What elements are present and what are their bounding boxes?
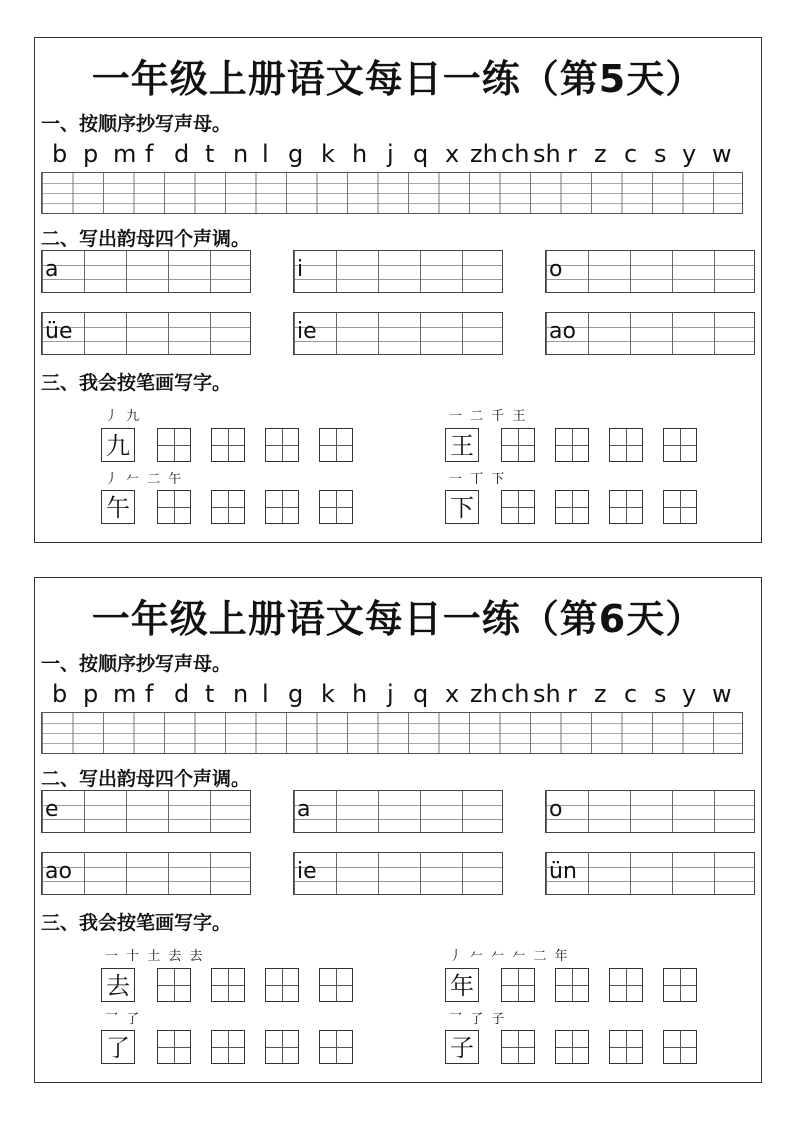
- model-character: 了: [101, 1030, 135, 1064]
- practice-box: [319, 490, 353, 524]
- practice-box: [157, 968, 191, 1002]
- practice-box: [211, 428, 245, 462]
- initial-letter: q: [413, 680, 429, 708]
- initial-letter: n: [233, 140, 249, 168]
- tone-grid: [293, 250, 503, 293]
- initial-letter: r: [567, 140, 577, 168]
- initial-letter: zh: [470, 140, 498, 168]
- stroke-order: 乛 了: [105, 1012, 142, 1027]
- four-line-grid: [41, 712, 743, 754]
- initial-letter: t: [205, 140, 215, 168]
- section-2-heading: 二、写出韵母四个声调。: [41, 768, 251, 790]
- tone-grid: [545, 790, 755, 833]
- initial-letter: l: [262, 140, 269, 168]
- final-label: o: [549, 797, 563, 822]
- stroke-order: 丿 九: [105, 409, 142, 424]
- initial-letter: t: [205, 680, 215, 708]
- initial-letter: j: [387, 140, 394, 168]
- stroke-order: 一 十 土 去 去: [105, 949, 205, 964]
- practice-box: [609, 968, 643, 1002]
- practice-box: [663, 490, 697, 524]
- section-2-heading: 二、写出韵母四个声调。: [41, 228, 251, 250]
- initial-letter: m: [113, 680, 137, 708]
- worksheet-day-6: [34, 577, 762, 1083]
- tone-grid: [293, 790, 503, 833]
- initial-letter: c: [624, 680, 638, 708]
- initial-letter: w: [712, 680, 732, 708]
- practice-box: [501, 1030, 535, 1064]
- stroke-order: 丿 𠂉 二 午: [105, 472, 184, 487]
- tone-grid: [545, 852, 755, 895]
- model-character: 王: [445, 428, 479, 462]
- practice-box: [211, 490, 245, 524]
- stroke-order: 一 丅 下: [449, 472, 507, 487]
- practice-box: [555, 1030, 589, 1064]
- practice-box: [555, 968, 589, 1002]
- practice-box: [609, 428, 643, 462]
- practice-box: [501, 968, 535, 1002]
- initial-letter: f: [145, 140, 154, 168]
- initial-letter: sh: [533, 680, 561, 708]
- initial-letter: h: [352, 680, 368, 708]
- final-label: i: [297, 257, 304, 282]
- practice-box: [555, 428, 589, 462]
- stroke-order: 丿 𠂉 𠂉 𠂉 二 年: [449, 949, 570, 964]
- final-label: ie: [297, 859, 317, 884]
- initial-letter: ch: [501, 140, 530, 168]
- initial-letter: r: [567, 680, 577, 708]
- practice-box: [663, 428, 697, 462]
- final-label: ie: [297, 319, 317, 344]
- initial-letter: j: [387, 680, 394, 708]
- practice-box: [157, 428, 191, 462]
- practice-box: [157, 1030, 191, 1064]
- final-label: ao: [549, 319, 576, 344]
- four-line-grid: [41, 172, 743, 214]
- practice-box: [157, 490, 191, 524]
- practice-box: [265, 1030, 299, 1064]
- initial-letter: h: [352, 140, 368, 168]
- section-1-heading: 一、按顺序抄写声母。: [41, 113, 232, 135]
- initial-letter: y: [682, 680, 697, 708]
- initial-letter: d: [174, 140, 190, 168]
- practice-box: [319, 968, 353, 1002]
- practice-box: [663, 968, 697, 1002]
- practice-box: [501, 428, 535, 462]
- tone-grid: [41, 312, 251, 355]
- initial-letter: b: [52, 140, 68, 168]
- initial-letter: b: [52, 680, 68, 708]
- initial-letter: c: [624, 140, 638, 168]
- initial-letter: p: [83, 680, 99, 708]
- initial-letter: z: [594, 140, 607, 168]
- tone-grid: [41, 790, 251, 833]
- initial-letter: zh: [470, 680, 498, 708]
- page-title: 一年级上册语文每日一练（第6天）: [91, 597, 705, 641]
- model-character: 九: [101, 428, 135, 462]
- model-character: 子: [445, 1030, 479, 1064]
- initials-row: [52, 140, 744, 172]
- initial-letter: z: [594, 680, 607, 708]
- practice-box: [501, 490, 535, 524]
- practice-box: [555, 490, 589, 524]
- final-label: ao: [45, 859, 72, 884]
- practice-box: [265, 490, 299, 524]
- initial-letter: w: [712, 140, 732, 168]
- tone-grid: [545, 312, 755, 355]
- worksheet-day-5: [34, 37, 762, 543]
- section-1-heading: 一、按顺序抄写声母。: [41, 653, 232, 675]
- practice-box: [265, 428, 299, 462]
- stroke-order: 乛 了 子: [449, 1012, 507, 1027]
- initial-letter: f: [145, 680, 154, 708]
- stroke-order: 一 二 千 王: [449, 409, 528, 424]
- tone-grid: [293, 852, 503, 895]
- initial-letter: l: [262, 680, 269, 708]
- initials-row: [52, 680, 744, 712]
- model-character: 午: [101, 490, 135, 524]
- practice-box: [211, 1030, 245, 1064]
- practice-box: [663, 1030, 697, 1064]
- practice-box: [211, 968, 245, 1002]
- tone-grid: [293, 312, 503, 355]
- model-character: 年: [445, 968, 479, 1002]
- practice-box: [319, 1030, 353, 1064]
- model-character: 下: [445, 490, 479, 524]
- final-label: a: [297, 797, 311, 822]
- section-3-heading: 三、我会按笔画写字。: [41, 372, 232, 394]
- practice-box: [265, 968, 299, 1002]
- initial-letter: y: [682, 140, 697, 168]
- initial-letter: n: [233, 680, 249, 708]
- initial-letter: s: [654, 680, 667, 708]
- initial-letter: k: [321, 680, 335, 708]
- final-label: a: [45, 257, 59, 282]
- initial-letter: k: [321, 140, 335, 168]
- practice-box: [319, 428, 353, 462]
- initial-letter: p: [83, 140, 99, 168]
- initial-letter: s: [654, 140, 667, 168]
- final-label: o: [549, 257, 563, 282]
- tone-grid: [545, 250, 755, 293]
- initial-letter: x: [445, 680, 460, 708]
- initial-letter: x: [445, 140, 460, 168]
- initial-letter: ch: [501, 680, 530, 708]
- tone-grid: [41, 250, 251, 293]
- section-3-heading: 三、我会按笔画写字。: [41, 912, 232, 934]
- model-character: 去: [101, 968, 135, 1002]
- initial-letter: g: [288, 140, 304, 168]
- final-label: üe: [45, 319, 73, 344]
- tone-grid: [41, 852, 251, 895]
- initial-letter: q: [413, 140, 429, 168]
- final-label: e: [45, 797, 59, 822]
- initial-letter: d: [174, 680, 190, 708]
- initial-letter: g: [288, 680, 304, 708]
- practice-box: [609, 490, 643, 524]
- initial-letter: m: [113, 140, 137, 168]
- initial-letter: sh: [533, 140, 561, 168]
- practice-box: [609, 1030, 643, 1064]
- final-label: ün: [549, 859, 577, 884]
- page-title: 一年级上册语文每日一练（第5天）: [91, 57, 705, 101]
